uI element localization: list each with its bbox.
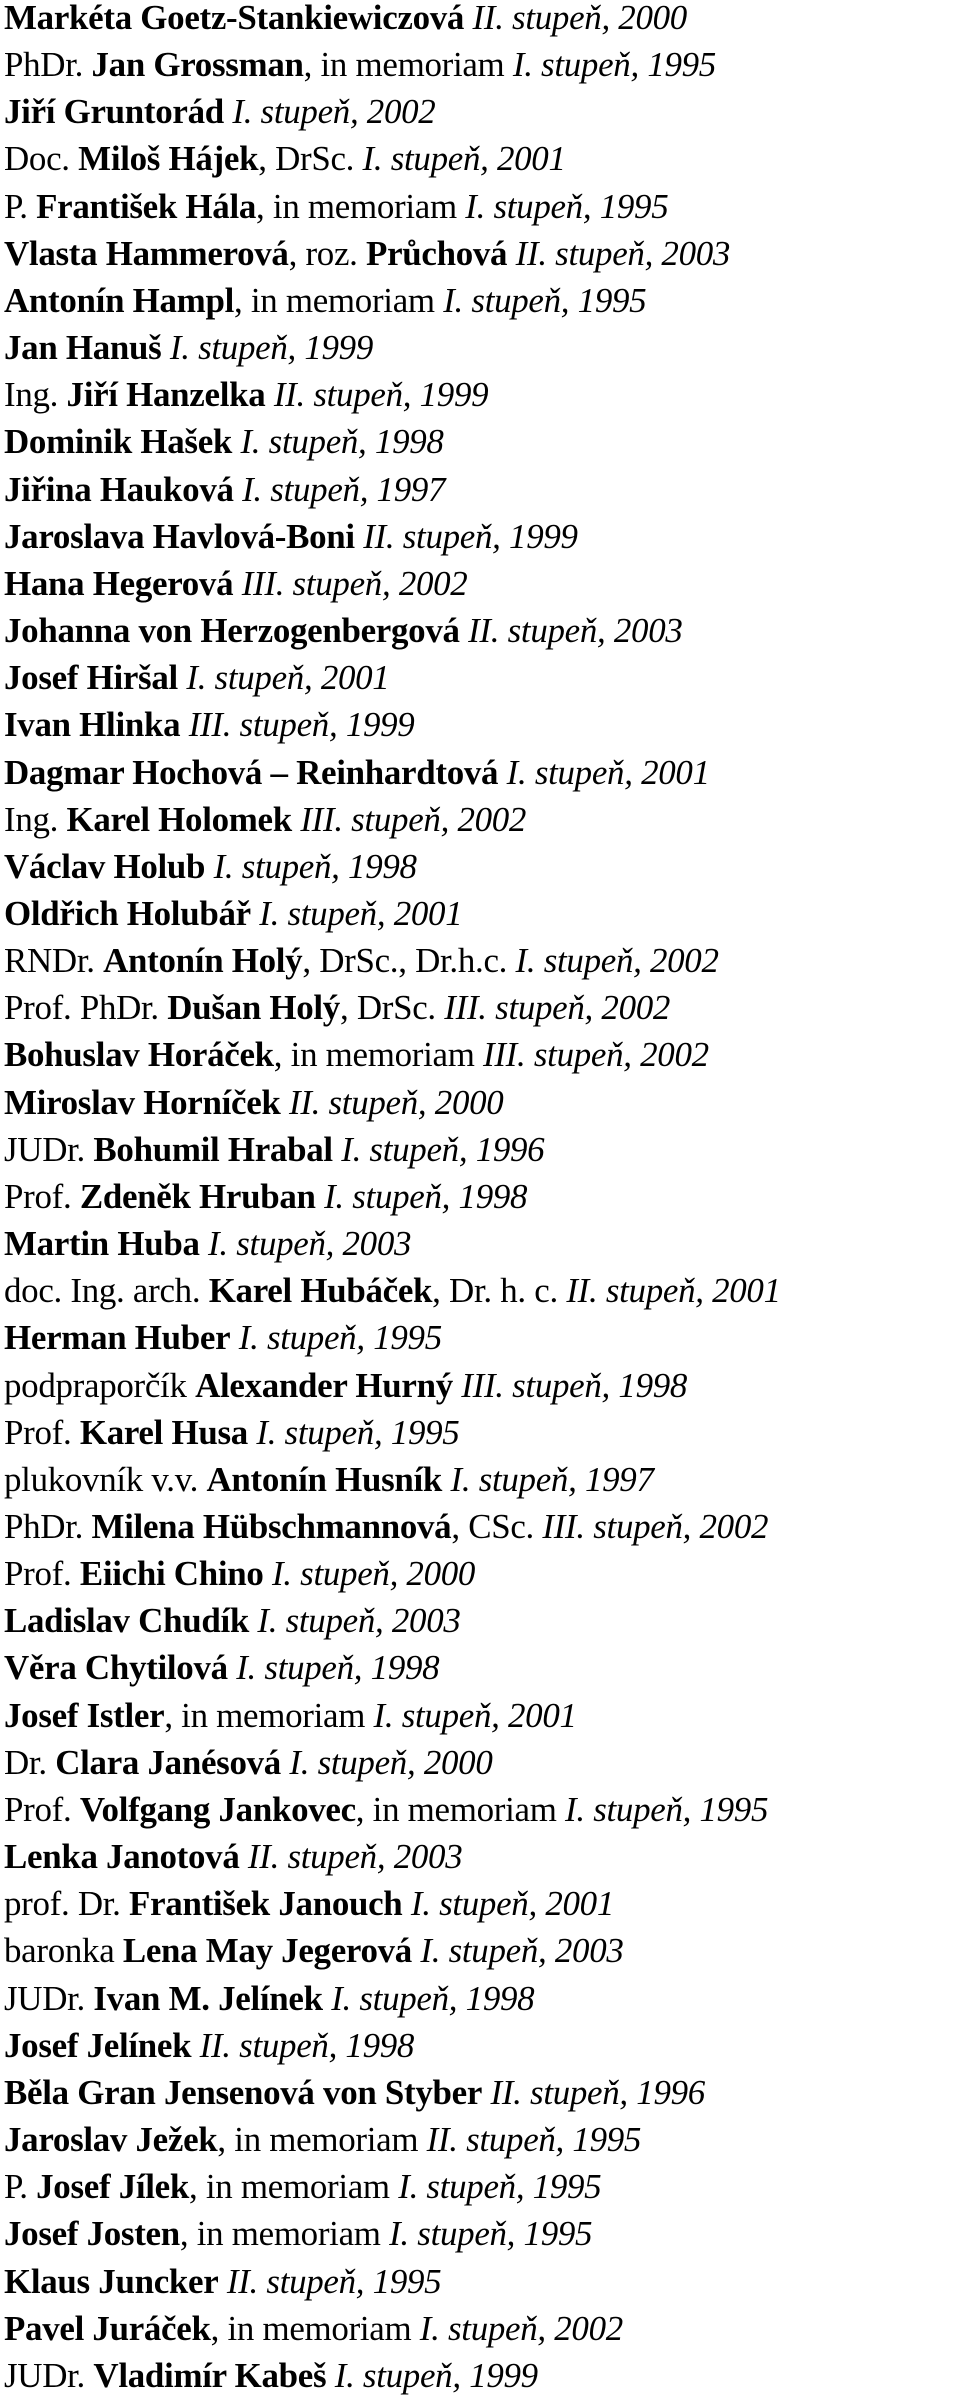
award-degree-year: II. stupeň, 2001: [566, 1271, 781, 1311]
person-name: Josef Josten: [4, 2214, 180, 2254]
person-name: Antonín Holý: [103, 941, 303, 981]
list-item: [4, 654, 954, 701]
award-degree-year: I. stupeň, 2001: [177, 658, 390, 698]
person-name: Bohumil Hrabal: [93, 1129, 333, 1169]
list-item: [4, 513, 954, 560]
awardee-list: [4, 0, 956, 2399]
award-degree-year: I. stupeň, 2001: [402, 1884, 614, 1924]
title-or-note: , Dr. h. c.: [432, 1271, 567, 1311]
list-item: [4, 41, 954, 88]
title-or-note: , CSc.: [451, 1507, 543, 1546]
title-or-note: PhDr.: [4, 45, 92, 85]
list-item: [4, 1126, 954, 1173]
award-degree-year: I. stupeň, 1998: [227, 1648, 440, 1688]
award-degree-year: I. stupeň, 1997: [233, 469, 446, 509]
award-degree-year: II. stupeň, 1999: [265, 375, 489, 415]
award-degree-year: I. stupeň, 1995: [512, 45, 716, 85]
award-degree-year: I. stupeň, 1995: [230, 1318, 442, 1358]
list-item: [4, 1079, 954, 1126]
person-name: Lena May Jegerová: [122, 1931, 412, 1971]
award-degree-year: I. stupeň, 1995: [247, 1412, 460, 1452]
award-degree-year: III. stupeň, 2002: [291, 799, 527, 839]
person-name: František Hála: [36, 186, 257, 226]
list-item: [4, 1031, 954, 1078]
list-item: [4, 984, 954, 1031]
award-degree-year: I. stupeň, 1995: [443, 280, 647, 320]
title-or-note: , DrSc., Dr.h.c.: [302, 941, 516, 981]
title-or-note: , in memoriam: [179, 2214, 390, 2254]
list-item: [4, 1314, 954, 1361]
list-item: [4, 2116, 954, 2163]
award-degree-year: I. stupeň, 2001: [250, 893, 463, 933]
person-name: Jiří Gruntorád: [4, 92, 224, 132]
person-name: Johanna von Herzogenbergová: [4, 611, 460, 651]
title-or-note: P.: [4, 2167, 37, 2207]
award-degree-year: I. stupeň, 2002: [419, 2308, 623, 2348]
award-degree-year: I. stupeň, 2000: [263, 1554, 476, 1594]
award-degree-year: III. stupeň, 2002: [444, 988, 671, 1028]
person-name: Dagmar Hochová – Reinhardtová: [4, 752, 499, 792]
award-degree-year: II. stupeň, 1995: [426, 2120, 642, 2160]
title-or-note: plukovník v.v.: [4, 1459, 207, 1499]
person-name: Vlasta Hammerová: [4, 233, 289, 273]
person-name: Ivan Hlinka: [4, 705, 181, 745]
list-item: [4, 560, 954, 607]
award-degree-year: I. stupeň, 1999: [161, 328, 374, 368]
title-or-note: , DrSc.: [339, 988, 445, 1028]
person-name: Běla Gran Jensenová von Styber: [4, 2072, 483, 2112]
title-or-note: baronka: [4, 1931, 123, 1971]
award-degree-year: III. stupeň, 2002: [483, 1035, 709, 1075]
title-or-note: Prof.: [4, 1176, 80, 1216]
list-item: [4, 88, 954, 135]
list-item: [4, 1833, 954, 1880]
title-or-note: Ing.: [4, 799, 67, 839]
award-degree-year: II. stupeň, 2000: [280, 1082, 504, 1122]
list-item: [4, 466, 954, 513]
person-name: Jan Grossman: [91, 45, 304, 85]
person-name: Hana Hegerová: [4, 563, 234, 603]
person-name: Miroslav Horníček: [4, 1082, 281, 1122]
list-item: [4, 937, 954, 984]
award-degree-year: I. stupeň, 1998: [205, 846, 417, 886]
list-item: [4, 607, 954, 654]
person-name: Alexander Hurný: [195, 1365, 453, 1405]
award-degree-year: I. stupeň, 2003: [411, 1931, 624, 1971]
person-name: Josef Jelínek: [4, 2025, 192, 2065]
award-degree-year: II. stupeň, 1998: [191, 2025, 415, 2065]
person-name: Václav Holub: [4, 846, 206, 886]
person-name: Pavel Juráček: [4, 2308, 211, 2348]
award-degree-year: I. stupeň, 1998: [315, 1176, 528, 1216]
award-degree-year: I. stupeň, 1998: [232, 422, 444, 462]
list-item: [4, 0, 954, 41]
person-name: Josef Istler: [4, 1695, 165, 1735]
person-name: Zdeněk Hruban: [79, 1176, 316, 1216]
list-item: [4, 1692, 954, 1739]
person-name: Dušan Holý: [167, 988, 340, 1028]
list-item: [4, 1786, 954, 1833]
title-or-note: , in memoriam: [256, 186, 466, 226]
title-or-note: P.: [4, 186, 37, 226]
award-degree-year: II. stupeň, 1995: [218, 2261, 442, 2301]
award-degree-year: III. stupeň, 2002: [542, 1507, 769, 1546]
list-item: [4, 890, 954, 937]
person-name: Věra Chytilová: [4, 1648, 228, 1688]
title-or-note: Prof.: [4, 1412, 80, 1452]
list-item: [4, 230, 954, 277]
title-or-note: JUDr.: [4, 1129, 94, 1169]
list-item: [4, 2069, 954, 2116]
award-degree-year: II. stupeň, 2000: [464, 0, 687, 37]
person-name: František Janouch: [129, 1884, 403, 1924]
person-name: Bohuslav Horáček: [4, 1035, 274, 1075]
award-degree-year: I. stupeň, 2003: [248, 1601, 461, 1641]
person-name: Eiichi Chino: [79, 1554, 264, 1594]
person-name: Jan Hanuš: [4, 328, 162, 368]
award-degree-year: I. stupeň, 1999: [326, 2355, 538, 2395]
person-name: Martin Huba: [4, 1224, 200, 1264]
person-name: Ivan M. Jelínek: [93, 1978, 323, 2018]
title-or-note: PhDr.: [4, 1507, 92, 1546]
person-name: Karel Husa: [79, 1412, 248, 1452]
list-item: [4, 701, 954, 748]
person-name: Vladimír Kabeš: [93, 2355, 327, 2395]
list-item: [4, 2352, 954, 2399]
person-name: Jaroslav Ježek: [4, 2120, 218, 2160]
award-degree-year: I. stupeň, 2002: [223, 92, 436, 132]
person-name: Markéta Goetz-Stankiewiczová: [4, 0, 465, 37]
award-degree-year: III. stupeň, 1998: [452, 1365, 688, 1405]
title-or-note: Prof.: [4, 1789, 80, 1829]
title-or-note: , in memoriam: [210, 2308, 420, 2348]
title-or-note: , in memoriam: [164, 1695, 374, 1735]
title-or-note: , in memoriam: [355, 1789, 566, 1829]
award-degree-year: I. stupeň, 1996: [332, 1129, 545, 1169]
list-item: [4, 1550, 954, 1597]
title-or-note: JUDr.: [4, 2355, 94, 2395]
list-item: [4, 371, 954, 418]
person-name: Ladislav Chudík: [4, 1601, 249, 1641]
list-item: [4, 1409, 954, 1456]
list-item: [4, 2022, 954, 2069]
award-degree-year: II. stupeň, 1999: [354, 516, 578, 556]
title-or-note: , DrSc.: [258, 139, 363, 179]
title-or-note: RNDr.: [4, 941, 104, 981]
title-or-note: doc. Ing. arch.: [4, 1271, 209, 1311]
list-item: [4, 135, 954, 182]
title-or-note: , in memoriam: [189, 2167, 399, 2207]
list-item: [4, 418, 954, 465]
list-item: [4, 749, 954, 796]
title-or-note: , roz.: [288, 233, 367, 273]
list-item: [4, 1644, 954, 1691]
award-degree-year: II. stupeň, 2003: [459, 611, 683, 651]
person-name: Miloš Hájek: [78, 139, 259, 179]
person-name: Josef Hiršal: [4, 658, 178, 698]
person-name: Jiřina Hauková: [4, 469, 234, 509]
list-item: [4, 1456, 954, 1503]
person-name: Karel Holomek: [66, 799, 292, 839]
award-degree-year: II. stupeň, 2003: [507, 233, 731, 273]
list-item: [4, 2305, 954, 2352]
award-degree-year: II. stupeň, 2003: [239, 1837, 463, 1877]
award-degree-year: II. stupeň, 1996: [482, 2072, 705, 2112]
title-or-note: prof. Dr.: [4, 1884, 130, 1924]
title-or-note: podpraporčík: [4, 1365, 196, 1405]
list-item: [4, 1927, 954, 1974]
list-item: [4, 2258, 954, 2305]
list-item: [4, 1597, 954, 1644]
person-name: Jaroslava Havlová-Boni: [4, 516, 355, 556]
list-item: [4, 1739, 954, 1786]
person-name: Jiří Hanzelka: [66, 375, 266, 415]
list-item: [4, 843, 954, 890]
title-or-note: Dr.: [4, 1742, 56, 1782]
award-degree-year: III. stupeň, 1999: [180, 705, 415, 745]
list-item: [4, 1880, 954, 1927]
title-or-note: Doc.: [4, 139, 79, 179]
award-degree-year: I. stupeň, 2001: [362, 139, 566, 179]
list-item: [4, 183, 954, 230]
award-degree-year: I. stupeň, 2001: [498, 752, 710, 792]
award-degree-year: III. stupeň, 2002: [233, 563, 468, 603]
list-item: [4, 324, 954, 371]
list-item: [4, 1362, 954, 1409]
person-name: Volfgang Jankovec: [79, 1789, 356, 1829]
list-item: [4, 277, 954, 324]
award-degree-year: I. stupeň, 1998: [322, 1978, 535, 2018]
title-or-note: , in memoriam: [303, 45, 513, 85]
title-or-note: Ing.: [4, 375, 67, 415]
title-or-note: , in memoriam: [273, 1035, 484, 1075]
list-item: [4, 1173, 954, 1220]
person-name: Clara Janésová: [55, 1742, 281, 1782]
award-degree-year: I. stupeň, 2003: [199, 1224, 412, 1264]
award-degree-year: I. stupeň, 1995: [565, 1789, 769, 1829]
title-or-note: JUDr.: [4, 1978, 94, 2018]
title-or-note: , in memoriam: [234, 280, 444, 320]
list-item: [4, 1503, 954, 1550]
award-degree-year: I. stupeň, 1995: [465, 186, 669, 226]
person-name: Lenka Janotová: [4, 1837, 240, 1877]
award-degree-year: I. stupeň, 1995: [398, 2167, 602, 2207]
person-name: Klaus Juncker: [4, 2261, 219, 2301]
title-or-note: , in memoriam: [217, 2120, 427, 2160]
person-name: Karel Hubáček: [208, 1271, 433, 1311]
award-degree-year: I. stupeň, 1995: [389, 2214, 593, 2254]
person-name: Dominik Hašek: [4, 422, 233, 462]
award-degree-year: I. stupeň, 2000: [280, 1742, 493, 1782]
award-degree-year: I. stupeň, 1997: [442, 1459, 654, 1499]
person-name: Josef Jílek: [36, 2167, 190, 2207]
person-name: Antonín Husník: [206, 1459, 443, 1499]
list-item: [4, 1975, 954, 2022]
person-name: Průchová: [366, 233, 508, 273]
award-degree-year: I. stupeň, 2002: [515, 941, 719, 981]
person-name: Oldřich Holubář: [4, 893, 251, 933]
person-name: Milena Hübschmannová: [91, 1507, 452, 1546]
list-item: [4, 2210, 954, 2257]
person-name: Antonín Hampl: [4, 280, 235, 320]
list-item: [4, 2163, 954, 2210]
award-degree-year: I. stupeň, 2001: [373, 1695, 577, 1735]
person-name: Herman Huber: [4, 1318, 231, 1358]
list-item: [4, 796, 954, 843]
title-or-note: Prof. PhDr.: [4, 988, 168, 1028]
title-or-note: Prof.: [4, 1554, 80, 1594]
list-item: [4, 1220, 954, 1267]
list-item: [4, 1267, 954, 1314]
